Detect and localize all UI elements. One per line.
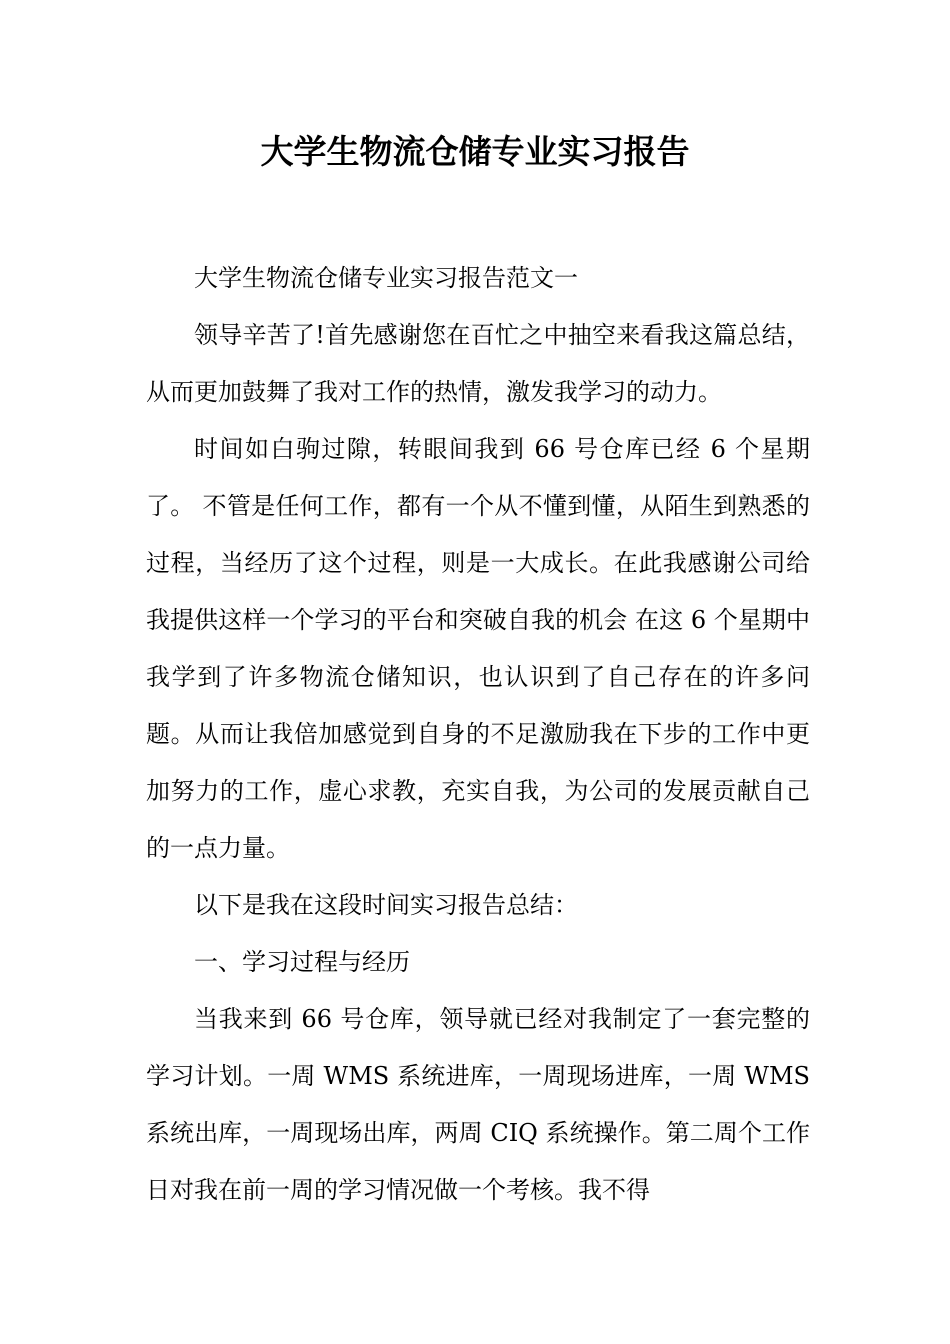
paragraph-summary-intro: 以下是我在这段时间实习报告总结： [194,891,578,919]
paragraph-learning-plan: 当我来到 66 号仓库，领导就已经对我制定了一套完整的学习计划。一周 WMS 系统进库，一周现场进库，一周 WMS 系统出库，一周现场出库，两周 CIQ 系统操作。第二周个工作日对我在前一周的学习情况做一个考核。我不得 [146,1005,810,1204]
section-heading-learning: 一、学习过程与经历 [194,948,410,976]
paragraph-time-passing: 时间如白驹过隙，转眼间我到 66 号仓库已经 6 个星期了。 不管是任何工作，都有一个从不懂到懂，从陌生到熟悉的过程，当经历了这个过程，则是一大成长。在此我感谢公司给我提供这样一个学习的平台和突破自我的机会 在这 6 个星期中我学到了许多物流仓储知识，也认识到了自己存在的许多问题。从而让我倍加感觉到自身的不足激励我在下步的工作中更加努力的工作，虚心求教，充实自我，为公司的发展贡献自己的一点力量。 [146,435,810,862]
paragraph-greeting: 领导辛苦了!首先感谢您在百忙之中抽空来看我这篇总结，从而更加鼓舞了我对工作的热情，激发我学习的动力。 [146,321,810,406]
document-body [146,250,810,1219]
paragraph-heading-sample: 大学生物流仓储专业实习报告范文一 [194,264,578,292]
document-title: 大学生物流仓储专业实习报告 [260,132,690,171]
